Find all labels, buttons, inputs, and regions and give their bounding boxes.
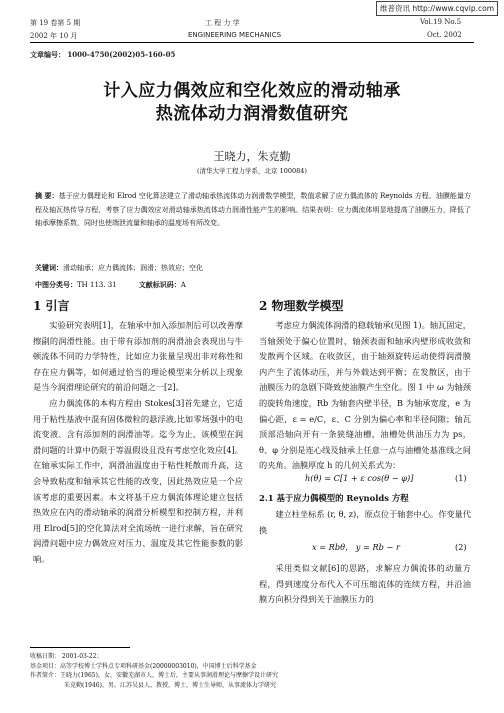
- subsection-2-1-heading: 2.1 基于应力偶模型的 Reynolds 方程: [259, 493, 409, 503]
- equation-1: h(θ) = C[1 + ε cos(θ − φ)]: [305, 473, 414, 483]
- header-journal-cn: 工 程 力 学: [205, 19, 240, 27]
- model-paragraph-3: 采用类似文献[6]的思路，求解应力偶流体的动量方程，得到速度分布代入不可压缩流体的连续方程，并沿油膜方向积分得到关于油膜压力的: [259, 563, 471, 605]
- intro-paragraph-2: 应力偶流体的本构方程由 Stokes[3]首先建立，它适用于粘性基液中混有固体微粒的悬浮液,比如零场强中的电流变液、含有添加剂的润滑油等。迄今为止，该模型在润滑问题的计算中仍限于等温假设且没有考虑空化效应[4]。在轴承实际工作中，润滑油温度由于粘性耗散而升高，这会导致粘度和轴承其它性能的改变，因此热效应是一个应该考虑的重要因素。本文将基于应力偶流体理论建立包括热效应在内的滑动轴承的润滑分析模型和控制方程，并利用 Elrod[5]的空化算法对全流场统一进行求解，旨在研究润滑问题中应力偶效应对压力、温度及其它性能参数的影响。: [33, 397, 243, 564]
- keywords: [35, 263, 203, 273]
- section-2-heading: 2 物理数学模型: [259, 299, 344, 313]
- title-line-2: 热流体动力润滑数值研究: [155, 104, 349, 124]
- model-paragraph-2-block: [259, 507, 471, 538]
- footnote-author-1: 作者简介：王晓力(1965)，女，安徽芜湖市人，博士后，主要从事润滑理论与摩擦学设计研究: [30, 672, 278, 680]
- equation-2: x = Rbθ， y = Rb − r: [312, 542, 400, 552]
- article-number: 文章编号： 1000-4750(2002)05-160-05: [30, 50, 176, 59]
- model-paragraph-1: 考虑应力偶流体润滑的稳载轴承(见图 1)。轴瓦固定，当轴颈处于偏心位置时，轴颈表面和轴承内壁形成收敛和发散两个区域。在收敛区，由于轴颈旋转运动使得润滑膜内产生了流体动压，并与外载达到平衡；在发散区，由于油膜压力的急剧下降致使油膜产生空化。图 1 中 ω 为轴颈的旋转角速度，Rb 为轴套内壁半径，B 为轴承宽度，e 为偏心距，ε = e/C，ε、C 分别为偏心率和半径间隙；轴瓦顶部沿轴向开有一条狭缝油槽，油槽处供油压力为 ps，θ、φ 分别是连心线及轴承上任意一点与油槽处基准线之间的夹角。油膜厚度 h 的几何关系式为：: [259, 320, 471, 471]
- left-column: [33, 318, 243, 568]
- abstract-text: 基于应力偶理论和 Elrod 空化算法建立了滑动轴承热流体动力润滑数学模型，数值求解了应力偶流体的 Reynolds 方程、油膜能量方程及轴瓦热传导方程，考察了应力偶效应对滑动轴承热流体动力润滑性能产生的影响。结果表明：应力偶流体明显地提高了油膜压力，降低了轴承摩擦系数，同时也使端泄流量和轴承的温度场有所改变。: [35, 192, 471, 227]
- header-date-en: Oct. 2002: [427, 31, 462, 39]
- header-volume: 第 19 卷第 5 期: [30, 19, 81, 27]
- abstract: [35, 189, 471, 231]
- affiliation: (清华大学工程力学系，北京 100084): [197, 167, 307, 175]
- footnote-author-2: 朱克勤(1946)，男，江苏吴县人，教授，博士，博士生导师，从事流体力学研究: [64, 681, 276, 689]
- equation-1-number: (1): [455, 473, 467, 483]
- classification: [35, 280, 186, 290]
- footnote-fund: 基金项目：高等学校博士学科点专项科研基金(20000003010)，中国博士后科学基金: [30, 662, 257, 670]
- footnote-received: 收稿日期： 2001-03-22；: [30, 653, 103, 660]
- keywords-text: 滑动轴承；应力偶流体；润滑；热效应；空化: [63, 264, 203, 272]
- clc-value: TH 113. 31: [77, 281, 117, 289]
- header-journal-en: ENGINEERING MECHANICS: [188, 31, 282, 39]
- title-line-1: 计入应力偶效应和空化效应的滑动轴承: [103, 81, 401, 101]
- footnotes: [30, 652, 474, 690]
- doc-code-label: 文献标识码：: [138, 280, 181, 289]
- clc-label: 中图分类号：: [35, 280, 77, 289]
- model-paragraph-3-block: [259, 561, 471, 608]
- intro-paragraph-1: 实验研究表明[1]，在轴承中加入添加剂后可以改善摩擦副的润滑性能。由于带有添加剂的润滑油会表现出与牛顿流体不同的力学特性，比如应力张量呈现出非对称性和存在应力偶等，如何通过恰当的理论模型来分析以上现象是当今润滑理论研究的前沿问题之一[2]。: [33, 320, 243, 393]
- right-column: [259, 318, 471, 474]
- header-date: 2002 年 10 月: [30, 32, 78, 40]
- header-rule: [30, 42, 474, 43]
- header-vol-en: Vol.19 No.5: [420, 18, 462, 26]
- section-1-heading: 1 引言: [33, 299, 70, 313]
- abstract-label: 摘 要：: [35, 191, 59, 200]
- watermark-stamp: 维普资讯 http://www.cqvip.com: [376, 1, 498, 16]
- equation-2-number: (2): [455, 542, 467, 552]
- footnote-rule: [30, 647, 130, 648]
- keywords-label: 关键词：: [35, 263, 63, 272]
- model-paragraph-2: 建立柱坐标系 (r, θ, z)，原点位于轴套中心。作变量代换: [259, 509, 471, 535]
- doc-code-value: A: [180, 281, 186, 289]
- authors: 王晓力，朱克勤: [213, 150, 291, 163]
